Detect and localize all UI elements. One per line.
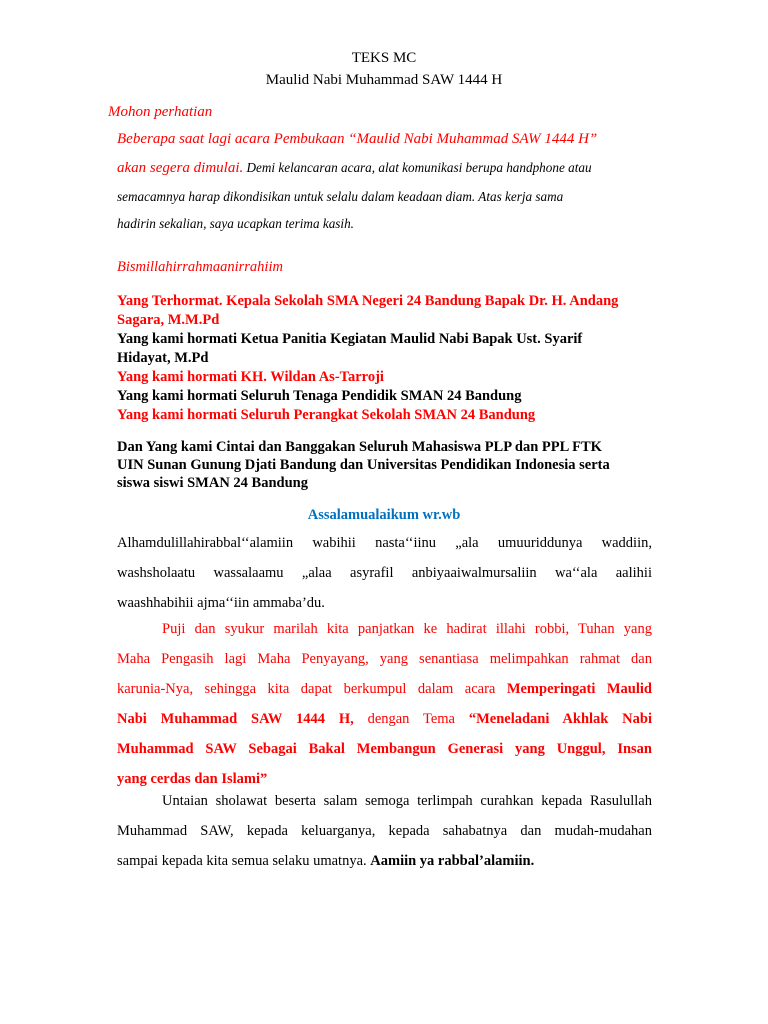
greeting-6-line-3: siswa siswi SMAN 24 Bandung bbox=[117, 475, 308, 491]
greeting-2-line-1: Yang kami hormati Ketua Panitia Kegiatan Maulid Nabi Bapak Ust. Syarif bbox=[117, 331, 583, 347]
greeting-6-line-2: UIN Sunan Gunung Djati Bandung dan Universitas Pendidikan Indonesia serta bbox=[117, 457, 610, 473]
paragraph-2-line-3 bbox=[117, 674, 652, 704]
paragraph-2-line-3-normal: karunia-Nya, sehingga kita dapat berkumpul dalam acara bbox=[117, 681, 507, 697]
paragraph-3 bbox=[117, 786, 652, 876]
paragraph-2-line-2: Maha Pengasih lagi Maha Penyayang, yang senantiasa melimpahkan rahmat dan bbox=[117, 651, 652, 667]
paragraph-1 bbox=[117, 528, 652, 618]
paragraph-3-line-3 bbox=[117, 846, 652, 876]
paragraph-2-line-4 bbox=[117, 704, 652, 734]
paragraph-2-line-3-bold: Memperingati Maulid bbox=[506, 681, 652, 697]
paragraph-2-line-6: yang cerdas dan Islami” bbox=[117, 771, 268, 787]
notice-line-3: semacamnya harap dikondisikan untuk selalu dalam keadaan diam. Atas kerja sama bbox=[117, 189, 564, 204]
paragraph-1-line-2: washsholaatu wassalaamu „alaa asyrafil anbiyaaiwalmursaliin wa‘‘ala aalihii bbox=[117, 565, 652, 581]
paragraph-3-line-1: Untaian sholawat beserta salam semoga terlimpah curahkan kepada Rasulullah bbox=[162, 793, 652, 809]
greeting-2-line-2: Hidayat, M.Pd bbox=[117, 350, 209, 366]
document-subtitle: Maulid Nabi Muhammad SAW 1444 H bbox=[265, 72, 503, 88]
salam-heading: Assalamualaikum wr.wb bbox=[307, 507, 461, 523]
notice-heading: Mohon perhatian bbox=[108, 104, 213, 120]
paragraph-3-line-3-bold: Aamiin ya rabbal’alamiin. bbox=[370, 853, 535, 869]
greeting-3: Yang kami hormati KH. Wildan As-Tarroji bbox=[117, 369, 384, 385]
paragraph-2-line-1: Puji dan syukur marilah kita panjatkan ke hadirat illahi robbi, Tuhan yang bbox=[162, 621, 652, 637]
notice-line-2 bbox=[117, 160, 592, 177]
paragraph-2-line-5: Muhammad SAW Sebagai Bakal Membangun Generasi yang Unggul, Insan bbox=[117, 741, 652, 757]
paragraph-3-line-3-normal: sampai kepada kita semua selaku umatnya. bbox=[117, 853, 371, 869]
paragraph-1-line-1: Alhamdulillahirabbal‘‘alamiin wabihii nasta‘‘iinu „ala umuuriddunya waddiin, bbox=[117, 535, 652, 551]
greeting-6-line-1: Dan Yang kami Cintai dan Banggakan Seluruh Mahasiswa PLP dan PPL FTK bbox=[117, 439, 602, 455]
greeting-1-line-2: Sagara, M.M.Pd bbox=[117, 312, 220, 328]
paragraph-3-line-2: Muhammad SAW, kepada keluarganya, kepada sahabatnya dan mudah-mudahan bbox=[117, 823, 652, 839]
paragraph-2-line-4-bold: Nabi Muhammad SAW 1444 H, bbox=[117, 711, 354, 727]
paragraph-2-line-4-normal: dengan Tema bbox=[353, 711, 469, 727]
notice-line-2-red: akan segera dimulai. bbox=[117, 160, 244, 176]
notice-line-2-black: Demi kelancaran acara, alat komunikasi berupa handphone atau bbox=[243, 160, 592, 175]
notice-line-1: Beberapa saat lagi acara Pembukaan “Maulid Nabi Muhammad SAW 1444 H” bbox=[117, 131, 598, 147]
notice-line-4: hadirin sekalian, saya ucapkan terima kasih. bbox=[117, 216, 354, 231]
paragraph-2-line-4-bold-2: “Meneladani Akhlak Nabi bbox=[468, 711, 652, 727]
document-title: TEKS MC bbox=[351, 50, 417, 66]
paragraph-2 bbox=[117, 614, 652, 794]
bismillah: Bismillahirrahmaanirrahiim bbox=[117, 259, 283, 275]
greeting-5: Yang kami hormati Seluruh Perangkat Sekolah SMAN 24 Bandung bbox=[117, 407, 536, 423]
greeting-1-line-1: Yang Terhormat. Kepala Sekolah SMA Negeri 24 Bandung Bapak Dr. H. Andang bbox=[117, 293, 619, 309]
greeting-4: Yang kami hormati Seluruh Tenaga Pendidik SMAN 24 Bandung bbox=[117, 388, 522, 404]
paragraph-1-line-3: waashhabihii ajma‘‘iin ammaba’du. bbox=[117, 595, 325, 611]
